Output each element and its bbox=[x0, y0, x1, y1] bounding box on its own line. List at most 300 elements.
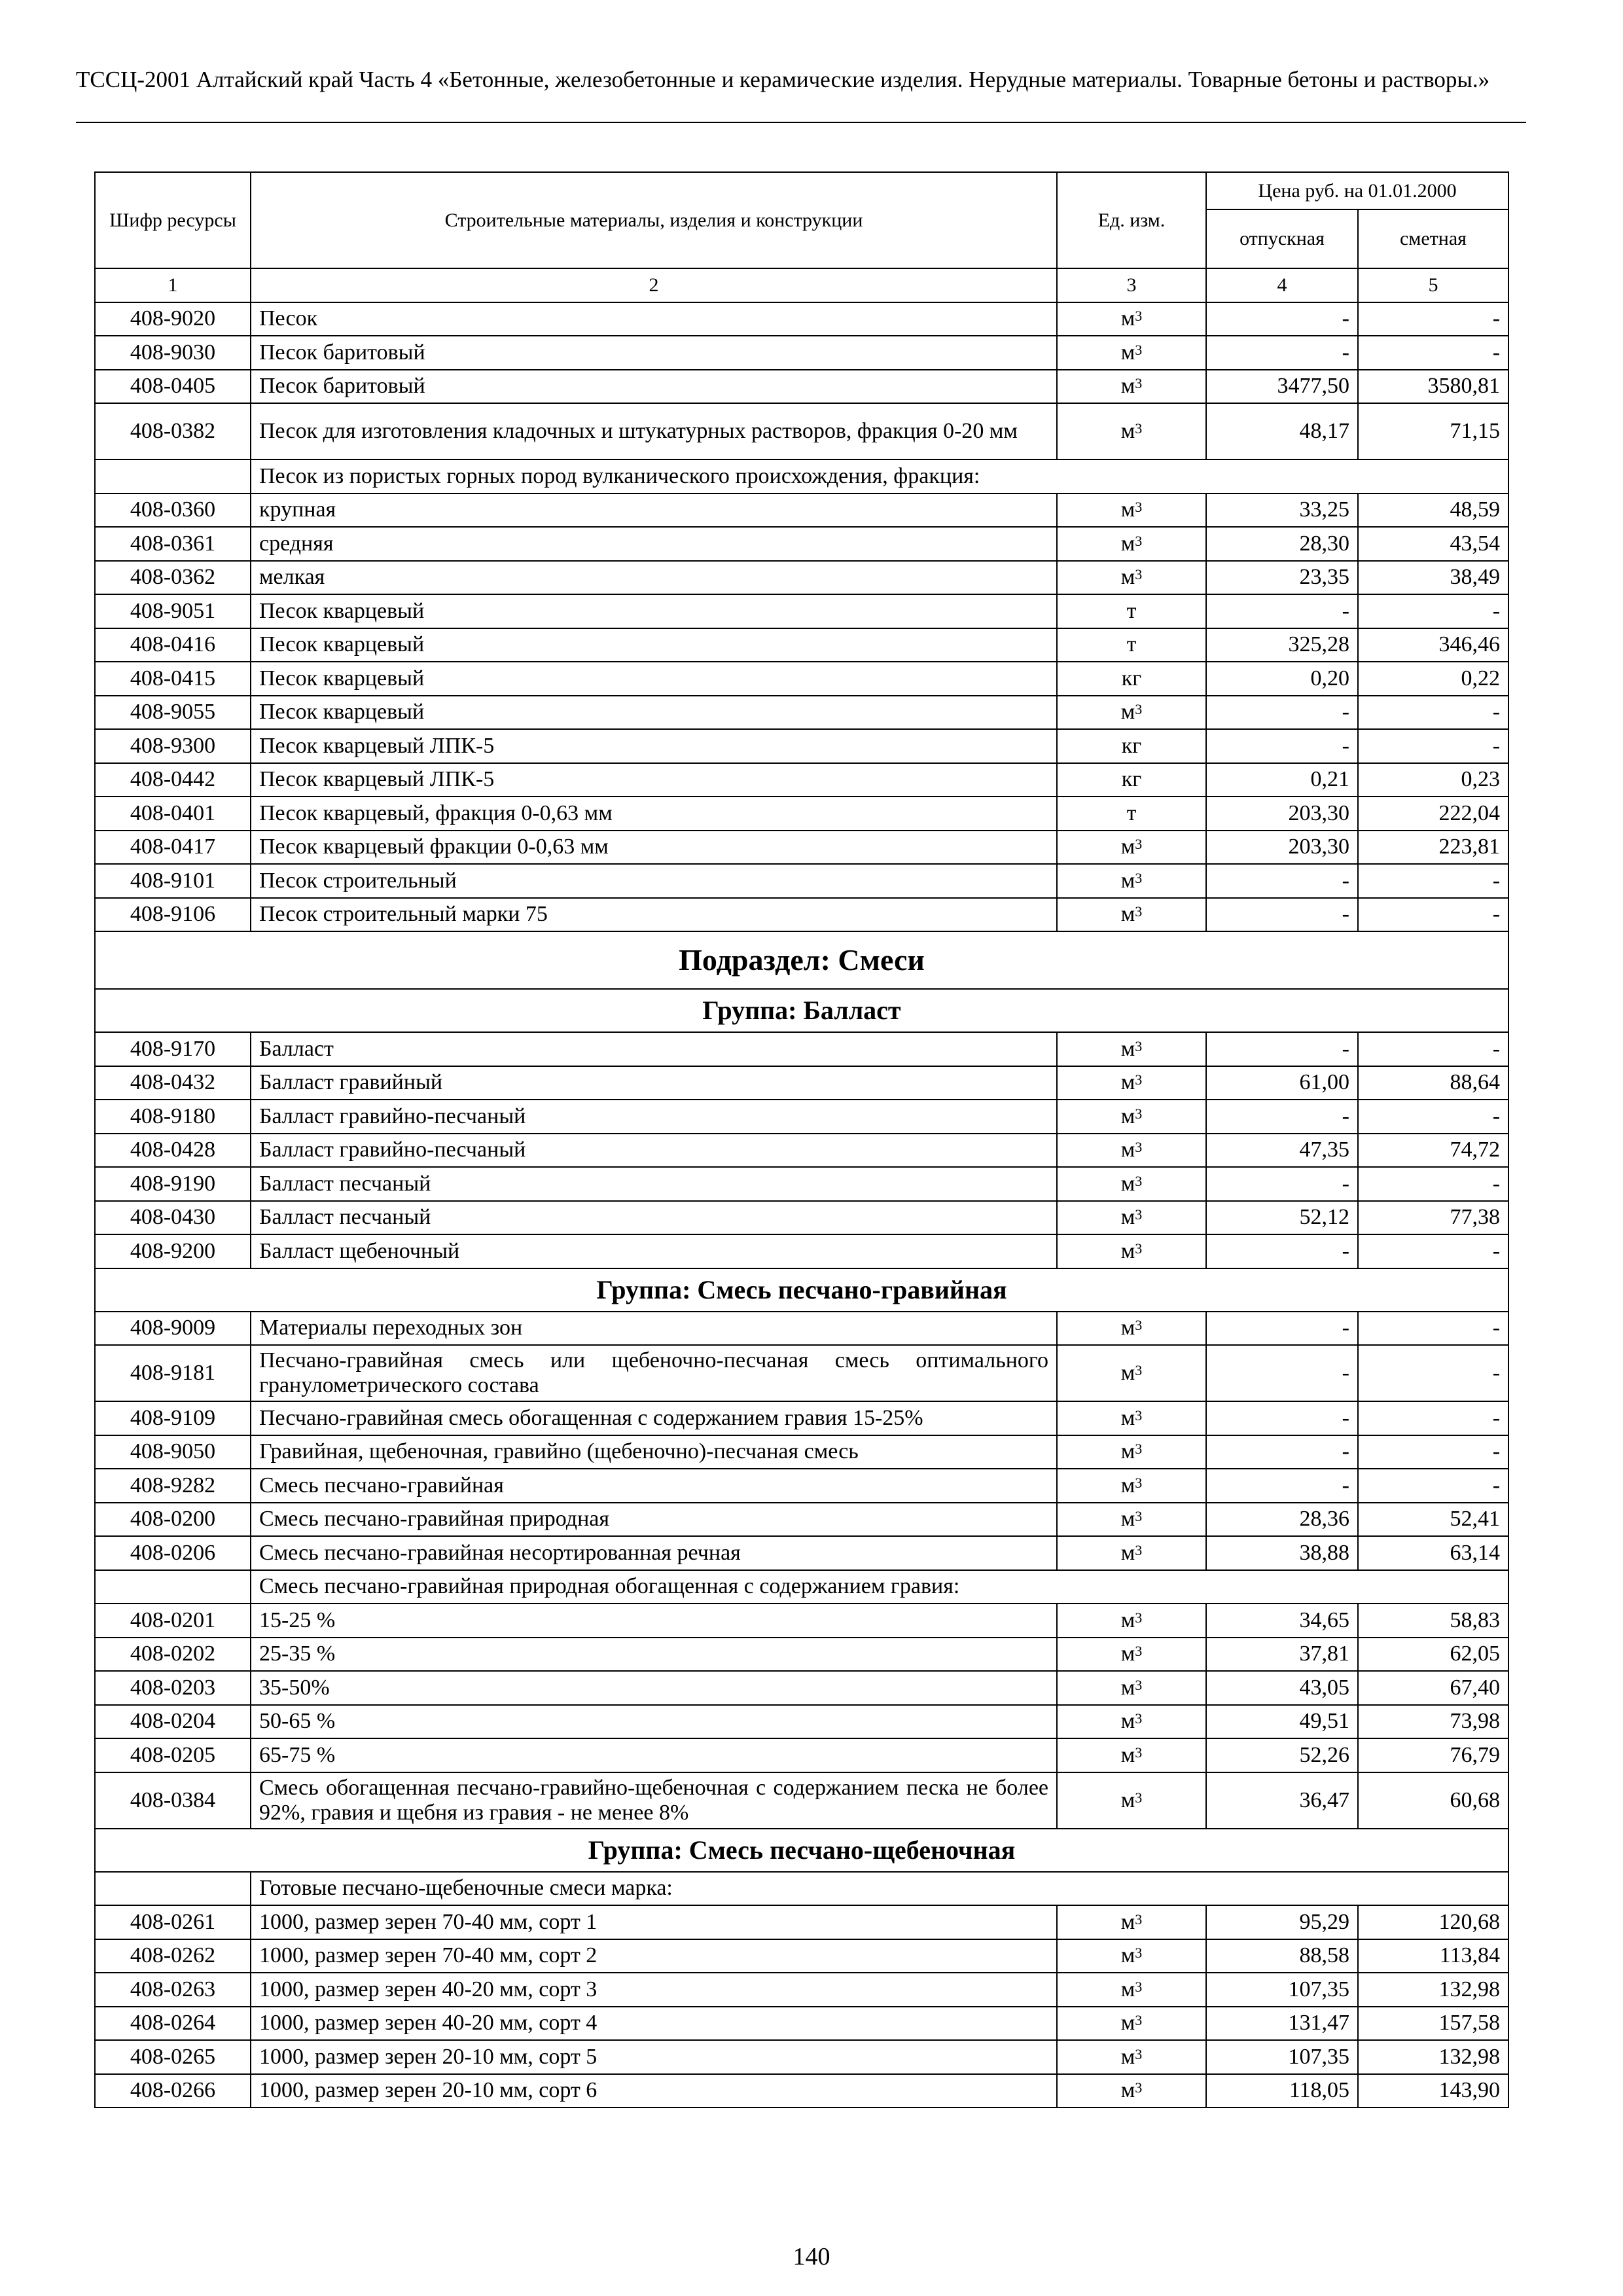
unit-exponent: 3 bbox=[1135, 1139, 1143, 1156]
row-code: 408-0262 bbox=[95, 1939, 251, 1973]
row-code: 408-0405 bbox=[95, 370, 251, 404]
row-code: 408-0205 bbox=[95, 1738, 251, 1772]
unit-text: т bbox=[1126, 598, 1137, 623]
unit-exponent: 3 bbox=[1135, 1206, 1143, 1223]
row-unit bbox=[1057, 662, 1206, 696]
row-estimate-price: - bbox=[1358, 1100, 1508, 1134]
row-estimate-price: 222,04 bbox=[1358, 797, 1508, 831]
row-code: 408-0360 bbox=[95, 493, 251, 528]
row-unit bbox=[1057, 864, 1206, 898]
row-release-price: 118,05 bbox=[1206, 2074, 1358, 2108]
unit-exponent: 3 bbox=[1135, 308, 1143, 325]
row-code: 408-9030 bbox=[95, 336, 251, 370]
row-unit bbox=[1057, 561, 1206, 595]
row-estimate-price: 0,23 bbox=[1358, 763, 1508, 797]
unit-text: м bbox=[1120, 902, 1135, 927]
row-estimate-price: - bbox=[1358, 898, 1508, 932]
row-release-price: 95,29 bbox=[1206, 1905, 1358, 1939]
table-row bbox=[95, 1705, 1508, 1739]
unit-text: м bbox=[1120, 1036, 1135, 1061]
unit-text: м bbox=[1120, 340, 1135, 365]
table-row bbox=[95, 1973, 1508, 2007]
row-release-price: 43,05 bbox=[1206, 1671, 1358, 1705]
unit-exponent: 3 bbox=[1135, 375, 1143, 392]
unit-exponent: 3 bbox=[1135, 1240, 1143, 1257]
row-name: Песок баритовый bbox=[251, 370, 1057, 404]
row-estimate-price: 157,58 bbox=[1358, 2007, 1508, 2041]
row-release-price: 203,30 bbox=[1206, 831, 1358, 865]
row-code: 408-0416 bbox=[95, 628, 251, 662]
row-unit bbox=[1057, 1032, 1206, 1066]
table-row bbox=[95, 1312, 1508, 1346]
row-code: 408-0265 bbox=[95, 2040, 251, 2074]
unit-text: м bbox=[1120, 1507, 1135, 1532]
subheading-row bbox=[95, 1872, 1508, 1906]
row-release-price: - bbox=[1206, 898, 1358, 932]
table-row bbox=[95, 2007, 1508, 2041]
table-row bbox=[95, 729, 1508, 763]
row-name: Балласт песчаный bbox=[251, 1201, 1057, 1235]
row-release-price: 107,35 bbox=[1206, 2040, 1358, 2074]
table-row bbox=[95, 1234, 1508, 1268]
row-unit bbox=[1057, 1100, 1206, 1134]
row-name: 15-25 % bbox=[251, 1604, 1057, 1638]
row-estimate-price: 77,38 bbox=[1358, 1201, 1508, 1235]
row-unit bbox=[1057, 336, 1206, 370]
row-code: 408-0384 bbox=[95, 1772, 251, 1829]
row-estimate-price: 38,49 bbox=[1358, 561, 1508, 595]
row-name: 65-75 % bbox=[251, 1738, 1057, 1772]
group-heading: Группа: Балласт bbox=[95, 989, 1508, 1032]
row-unit bbox=[1057, 1234, 1206, 1268]
row-estimate-price: 113,84 bbox=[1358, 1939, 1508, 1973]
row-unit bbox=[1057, 1201, 1206, 1235]
row-release-price: - bbox=[1206, 1100, 1358, 1134]
unit-text: м bbox=[1120, 374, 1135, 399]
header-rule bbox=[76, 122, 1526, 123]
row-code: 408-0442 bbox=[95, 763, 251, 797]
row-estimate-price: 71,15 bbox=[1358, 403, 1508, 459]
row-name: Песок кварцевый bbox=[251, 628, 1057, 662]
table-row bbox=[95, 1939, 1508, 1973]
row-code: 408-0415 bbox=[95, 662, 251, 696]
unit-text: м bbox=[1120, 1787, 1135, 1812]
row-estimate-price: - bbox=[1358, 1032, 1508, 1066]
row-name: Материалы переходных зон bbox=[251, 1312, 1057, 1346]
row-estimate-price: 62,05 bbox=[1358, 1638, 1508, 1672]
unit-text: т bbox=[1126, 800, 1137, 825]
unit-exponent: 3 bbox=[1135, 701, 1143, 718]
row-unit bbox=[1057, 493, 1206, 528]
table-row bbox=[95, 898, 1508, 932]
row-unit bbox=[1057, 1705, 1206, 1739]
row-unit bbox=[1057, 1312, 1206, 1346]
row-unit bbox=[1057, 1536, 1206, 1570]
row-estimate-price: 132,98 bbox=[1358, 2040, 1508, 2074]
row-name: Смесь песчано-гравийная bbox=[251, 1469, 1057, 1503]
row-estimate-price: - bbox=[1358, 1401, 1508, 1435]
table-row bbox=[95, 1401, 1508, 1435]
unit-text: м bbox=[1120, 1641, 1135, 1666]
table-row bbox=[95, 527, 1508, 561]
unit-text: м bbox=[1120, 565, 1135, 590]
row-estimate-price: - bbox=[1358, 594, 1508, 628]
group-row bbox=[95, 1829, 1508, 1872]
table-row bbox=[95, 336, 1508, 370]
header-unit: Ед. изм. bbox=[1057, 172, 1206, 268]
header-estimate: сметная bbox=[1358, 209, 1508, 268]
unit-text: м bbox=[1120, 1316, 1135, 1340]
row-unit bbox=[1057, 1738, 1206, 1772]
unit-exponent: 3 bbox=[1135, 532, 1143, 549]
unit-text: м bbox=[1120, 2044, 1135, 2069]
row-unit bbox=[1057, 1345, 1206, 1401]
row-release-price: 36,47 bbox=[1206, 1772, 1358, 1829]
row-name: Балласт щебеночный bbox=[251, 1234, 1057, 1268]
row-name: Балласт гравийно-песчаный bbox=[251, 1100, 1057, 1134]
row-code: 408-9009 bbox=[95, 1312, 251, 1346]
row-name: Песок кварцевый ЛПК-5 bbox=[251, 763, 1057, 797]
unit-text: м bbox=[1120, 1439, 1135, 1464]
unit-text: м bbox=[1120, 1405, 1135, 1430]
unit-text: м bbox=[1120, 419, 1135, 443]
row-unit bbox=[1057, 797, 1206, 831]
unit-text: т bbox=[1126, 632, 1137, 657]
row-code: 408-0263 bbox=[95, 1973, 251, 2007]
table-row bbox=[95, 662, 1508, 696]
row-release-price: 28,30 bbox=[1206, 527, 1358, 561]
page-number: 140 bbox=[793, 2243, 830, 2270]
row-code: 408-0264 bbox=[95, 2007, 251, 2041]
unit-exponent: 3 bbox=[1135, 420, 1143, 437]
table-row bbox=[95, 1503, 1508, 1537]
row-unit bbox=[1057, 898, 1206, 932]
row-code: 408-0361 bbox=[95, 527, 251, 561]
row-name: Песок кварцевый bbox=[251, 594, 1057, 628]
unit-text: м bbox=[1120, 1205, 1135, 1230]
unit-text: м bbox=[1120, 1070, 1135, 1095]
row-unit bbox=[1057, 1503, 1206, 1537]
row-name: 1000, размер зерен 40-20 мм, сорт 3 bbox=[251, 1973, 1057, 2007]
row-release-price: 0,21 bbox=[1206, 763, 1358, 797]
unit-text: м bbox=[1120, 1103, 1135, 1128]
unit-exponent: 3 bbox=[1135, 2045, 1143, 2062]
row-release-price: 61,00 bbox=[1206, 1066, 1358, 1100]
row-unit bbox=[1057, 831, 1206, 865]
row-name: Песок строительный марки 75 bbox=[251, 898, 1057, 932]
row-estimate-price: - bbox=[1358, 696, 1508, 730]
unit-exponent: 3 bbox=[1135, 1676, 1143, 1693]
row-name: Песок строительный bbox=[251, 864, 1057, 898]
unit-exponent: 3 bbox=[1135, 1744, 1143, 1761]
column-number: 5 bbox=[1358, 268, 1508, 302]
row-release-price: - bbox=[1206, 1234, 1358, 1268]
unit-exponent: 3 bbox=[1135, 499, 1143, 516]
row-code: 408-9282 bbox=[95, 1469, 251, 1503]
unit-exponent: 3 bbox=[1135, 903, 1143, 920]
table-row bbox=[95, 1201, 1508, 1235]
row-code: 408-0202 bbox=[95, 1638, 251, 1672]
group-row bbox=[95, 1268, 1508, 1312]
row-name: Песок кварцевый фракции 0-0,63 мм bbox=[251, 831, 1057, 865]
row-release-price: 49,51 bbox=[1206, 1705, 1358, 1739]
row-unit bbox=[1057, 1066, 1206, 1100]
row-estimate-price: 132,98 bbox=[1358, 1973, 1508, 2007]
row-unit bbox=[1057, 2040, 1206, 2074]
row-name: Смесь песчано-гравийная природная bbox=[251, 1503, 1057, 1537]
row-name: Балласт песчаный bbox=[251, 1167, 1057, 1201]
unit-exponent: 3 bbox=[1135, 1362, 1143, 1378]
row-code: 408-9101 bbox=[95, 864, 251, 898]
row-release-price: 34,65 bbox=[1206, 1604, 1358, 1638]
row-estimate-price: 74,72 bbox=[1358, 1134, 1508, 1168]
row-unit bbox=[1057, 1435, 1206, 1469]
row-code: 408-0417 bbox=[95, 831, 251, 865]
table-row bbox=[95, 561, 1508, 595]
unit-text: м bbox=[1120, 1361, 1135, 1385]
table-body bbox=[95, 302, 1508, 2108]
column-number: 2 bbox=[251, 268, 1057, 302]
row-unit bbox=[1057, 370, 1206, 404]
row-release-price: - bbox=[1206, 1312, 1358, 1346]
row-estimate-price: 0,22 bbox=[1358, 662, 1508, 696]
row-code: 408-0204 bbox=[95, 1705, 251, 1739]
row-code: 408-0428 bbox=[95, 1134, 251, 1168]
unit-exponent: 3 bbox=[1135, 1407, 1143, 1424]
row-code bbox=[95, 1570, 251, 1604]
row-release-price: - bbox=[1206, 1032, 1358, 1066]
row-code: 408-0266 bbox=[95, 2074, 251, 2108]
table-row bbox=[95, 594, 1508, 628]
unit-exponent: 3 bbox=[1135, 341, 1143, 358]
row-name: Смесь обогащенная песчано-гравийно-щебеночная с содержанием песка не более 92%, гравия и щебня из гравия - не менее 8% bbox=[251, 1772, 1057, 1829]
table-row bbox=[95, 1066, 1508, 1100]
unit-text: м bbox=[1120, 1909, 1135, 1934]
row-unit bbox=[1057, 1939, 1206, 1973]
row-release-price: 325,28 bbox=[1206, 628, 1358, 662]
row-unit bbox=[1057, 1905, 1206, 1939]
header-price: Цена руб. на 01.01.2000 bbox=[1206, 172, 1508, 209]
group-heading: Группа: Смесь песчано-гравийная bbox=[95, 1268, 1508, 1312]
unit-exponent: 3 bbox=[1135, 1710, 1143, 1727]
row-estimate-price: - bbox=[1358, 1469, 1508, 1503]
unit-exponent: 3 bbox=[1135, 869, 1143, 886]
row-code: 408-0362 bbox=[95, 561, 251, 595]
unit-exponent: 3 bbox=[1135, 1105, 1143, 1122]
column-number: 3 bbox=[1057, 268, 1206, 302]
row-code: 408-9200 bbox=[95, 1234, 251, 1268]
group-heading: Группа: Смесь песчано-щебеночная bbox=[95, 1829, 1508, 1872]
row-estimate-price: - bbox=[1358, 1312, 1508, 1346]
row-release-price: 33,25 bbox=[1206, 493, 1358, 528]
unit-text: м bbox=[1120, 868, 1135, 893]
row-release-price: 131,47 bbox=[1206, 2007, 1358, 2041]
table-row bbox=[95, 493, 1508, 528]
row-code: 408-9106 bbox=[95, 898, 251, 932]
header-release: отпускная bbox=[1206, 209, 1358, 268]
row-unit bbox=[1057, 729, 1206, 763]
row-estimate-price: - bbox=[1358, 864, 1508, 898]
row-estimate-price: 43,54 bbox=[1358, 527, 1508, 561]
row-release-price: - bbox=[1206, 1401, 1358, 1435]
table-row bbox=[95, 1604, 1508, 1638]
row-name: 1000, размер зерен 20-10 мм, сорт 5 bbox=[251, 2040, 1057, 2074]
row-release-price: 38,88 bbox=[1206, 1536, 1358, 1570]
price-table bbox=[94, 171, 1509, 2108]
row-name: Песок баритовый bbox=[251, 336, 1057, 370]
row-name: Песок кварцевый bbox=[251, 696, 1057, 730]
row-estimate-price: 346,46 bbox=[1358, 628, 1508, 662]
table-row bbox=[95, 1167, 1508, 1201]
row-name: Балласт гравийный bbox=[251, 1066, 1057, 1100]
unit-text: м bbox=[1120, 1977, 1135, 2001]
row-name: Песчано-гравийная смесь обогащенная с содержанием гравия 15-25% bbox=[251, 1401, 1057, 1435]
unit-exponent: 3 bbox=[1135, 836, 1143, 853]
row-unit bbox=[1057, 1604, 1206, 1638]
row-estimate-price: - bbox=[1358, 1435, 1508, 1469]
table-row bbox=[95, 763, 1508, 797]
row-code: 408-0401 bbox=[95, 797, 251, 831]
row-unit bbox=[1057, 1401, 1206, 1435]
unit-text: м bbox=[1120, 1742, 1135, 1767]
row-code: 408-0432 bbox=[95, 1066, 251, 1100]
unit-text: м bbox=[1120, 1473, 1135, 1498]
unit-text: кг bbox=[1121, 733, 1142, 758]
row-release-price: 107,35 bbox=[1206, 1973, 1358, 2007]
section-row bbox=[95, 931, 1508, 989]
unit-exponent: 3 bbox=[1135, 1071, 1143, 1088]
row-release-price: 0,20 bbox=[1206, 662, 1358, 696]
table-row bbox=[95, 1671, 1508, 1705]
row-estimate-price: 76,79 bbox=[1358, 1738, 1508, 1772]
row-code: 408-9300 bbox=[95, 729, 251, 763]
table-row bbox=[95, 864, 1508, 898]
table-row bbox=[95, 2040, 1508, 2074]
unit-exponent: 3 bbox=[1135, 1317, 1143, 1334]
unit-exponent: 3 bbox=[1135, 1945, 1143, 1962]
subheading-row bbox=[95, 459, 1508, 493]
row-release-price: 52,12 bbox=[1206, 1201, 1358, 1235]
row-release-price: - bbox=[1206, 336, 1358, 370]
row-unit bbox=[1057, 628, 1206, 662]
row-release-price: - bbox=[1206, 1167, 1358, 1201]
row-code: 408-9109 bbox=[95, 1401, 251, 1435]
unit-exponent: 3 bbox=[1135, 566, 1143, 583]
row-release-price: - bbox=[1206, 302, 1358, 336]
row-name: Гравийная, щебеночная, гравийно (щебеночно)-песчаная смесь bbox=[251, 1435, 1057, 1469]
row-code: 408-9050 bbox=[95, 1435, 251, 1469]
section-heading: Подраздел: Смеси bbox=[95, 931, 1508, 989]
table-row bbox=[95, 1638, 1508, 1672]
row-code bbox=[95, 1872, 251, 1906]
row-unit bbox=[1057, 403, 1206, 459]
unit-exponent: 3 bbox=[1135, 1474, 1143, 1491]
row-name: Песок bbox=[251, 302, 1057, 336]
row-name: Смесь песчано-гравийная несортированная речная bbox=[251, 1536, 1057, 1570]
row-name: Песчано-гравийная смесь или щебеночно-песчаная смесь оптимального гранулометрического состава bbox=[251, 1345, 1057, 1401]
row-name: крупная bbox=[251, 493, 1057, 528]
row-release-price: - bbox=[1206, 1469, 1358, 1503]
unit-text: м bbox=[1120, 834, 1135, 859]
table-row bbox=[95, 831, 1508, 865]
unit-exponent: 3 bbox=[1135, 2012, 1143, 2029]
row-release-price: - bbox=[1206, 864, 1358, 898]
row-estimate-price: - bbox=[1358, 336, 1508, 370]
row-release-price: 3477,50 bbox=[1206, 370, 1358, 404]
row-unit bbox=[1057, 302, 1206, 336]
row-unit bbox=[1057, 1671, 1206, 1705]
group-row bbox=[95, 989, 1508, 1032]
row-estimate-price: 48,59 bbox=[1358, 493, 1508, 528]
header-code: Шифр ресурсы bbox=[95, 172, 251, 268]
unit-text: кг bbox=[1121, 767, 1142, 792]
table-row bbox=[95, 1738, 1508, 1772]
unit-exponent: 3 bbox=[1135, 1541, 1143, 1558]
row-code: 408-9055 bbox=[95, 696, 251, 730]
unit-exponent: 3 bbox=[1135, 1910, 1143, 1928]
row-estimate-price: 120,68 bbox=[1358, 1905, 1508, 1939]
row-estimate-price: 63,14 bbox=[1358, 1536, 1508, 1570]
table-row bbox=[95, 1772, 1508, 1829]
row-code: 408-9051 bbox=[95, 594, 251, 628]
unit-text: кг bbox=[1121, 666, 1142, 691]
subheading-text: Смесь песчано-гравийная природная обогащенная с содержанием гравия: bbox=[251, 1570, 1508, 1604]
row-release-price: - bbox=[1206, 594, 1358, 628]
row-name: 35-50% bbox=[251, 1671, 1057, 1705]
row-name: 1000, размер зерен 40-20 мм, сорт 4 bbox=[251, 2007, 1057, 2041]
row-name: Балласт гравийно-песчаный bbox=[251, 1134, 1057, 1168]
table-row bbox=[95, 403, 1508, 459]
row-estimate-price: 73,98 bbox=[1358, 1705, 1508, 1739]
row-estimate-price: 223,81 bbox=[1358, 831, 1508, 865]
table-row bbox=[95, 302, 1508, 336]
unit-text: м bbox=[1120, 1943, 1135, 1968]
row-code: 408-9181 bbox=[95, 1345, 251, 1401]
row-name: 1000, размер зерен 20-10 мм, сорт 6 bbox=[251, 2074, 1057, 2108]
unit-exponent: 3 bbox=[1135, 1441, 1143, 1458]
row-code: 408-9170 bbox=[95, 1032, 251, 1066]
table-row bbox=[95, 1435, 1508, 1469]
row-release-price: 88,58 bbox=[1206, 1939, 1358, 1973]
table-row bbox=[95, 1905, 1508, 1939]
unit-text: м bbox=[1120, 700, 1135, 725]
row-unit bbox=[1057, 1973, 1206, 2007]
unit-text: м bbox=[1120, 2011, 1135, 2036]
row-unit bbox=[1057, 1469, 1206, 1503]
row-code: 408-0261 bbox=[95, 1905, 251, 1939]
unit-text: м bbox=[1120, 1238, 1135, 1263]
unit-text: м bbox=[1120, 306, 1135, 331]
row-code: 408-0206 bbox=[95, 1536, 251, 1570]
table-row bbox=[95, 1345, 1508, 1401]
header-name: Строительные материалы, изделия и конструкции bbox=[251, 172, 1057, 268]
row-code: 408-0200 bbox=[95, 1503, 251, 1537]
row-name: 50-65 % bbox=[251, 1705, 1057, 1739]
subheading-text: Готовые песчано-щебеночные смеси марка: bbox=[251, 1872, 1508, 1906]
page-header: ТССЦ-2001 Алтайский край Часть 4 «Бетонные, железобетонные и керамические изделия. Нерудные материалы. Товарные бетоны и растворы.» bbox=[76, 67, 1490, 92]
row-name: Песок кварцевый ЛПК-5 bbox=[251, 729, 1057, 763]
row-release-price: - bbox=[1206, 729, 1358, 763]
row-unit bbox=[1057, 1772, 1206, 1829]
row-code: 408-9190 bbox=[95, 1167, 251, 1201]
subheading-text: Песок из пористых горных пород вулканического происхождения, фракция: bbox=[251, 459, 1508, 493]
row-estimate-price: 60,68 bbox=[1358, 1772, 1508, 1829]
row-estimate-price: 143,90 bbox=[1358, 2074, 1508, 2108]
row-estimate-price: 67,40 bbox=[1358, 1671, 1508, 1705]
row-name: 1000, размер зерен 70-40 мм, сорт 2 bbox=[251, 1939, 1057, 1973]
row-code: 408-9020 bbox=[95, 302, 251, 336]
unit-text: м bbox=[1120, 531, 1135, 556]
